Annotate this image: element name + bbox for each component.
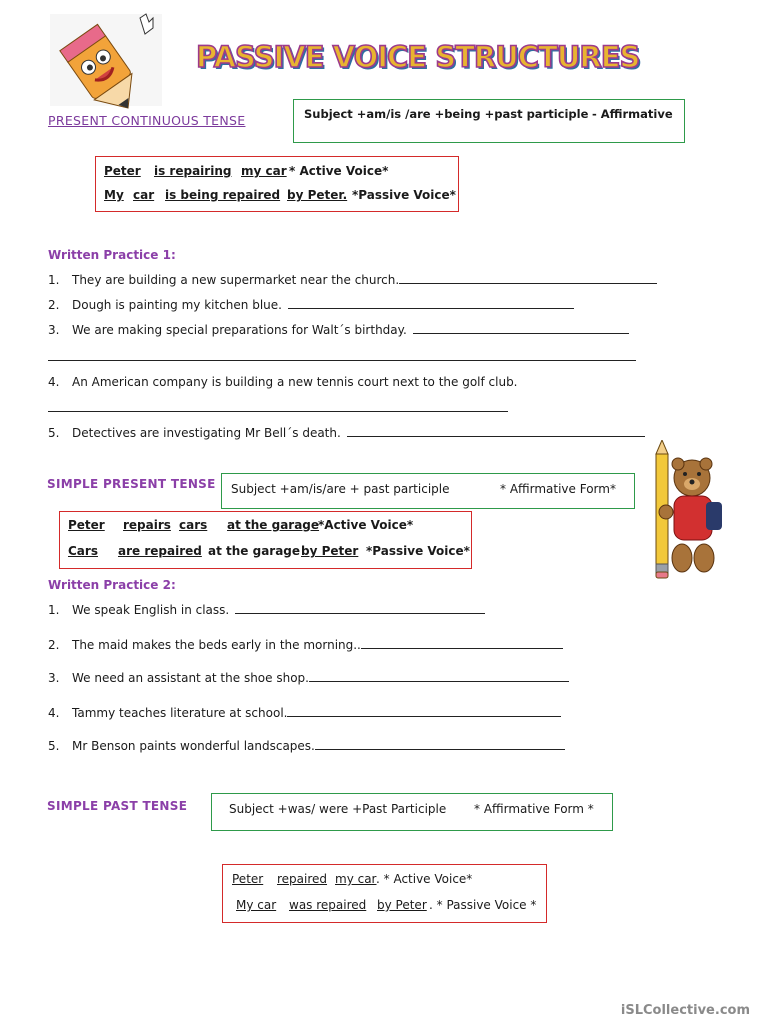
exercise-item: 4. Tammy teaches literature at school. bbox=[48, 706, 561, 720]
example-word: at the garage bbox=[227, 518, 320, 532]
example-word: was repaired bbox=[289, 898, 367, 912]
example-word: Peter bbox=[104, 164, 141, 178]
exercise-item: 2. The maid makes the beds early in the morning.. bbox=[48, 638, 563, 652]
exercise-item: 2. Dough is painting my kitchen blue. bbox=[48, 298, 574, 312]
example-word: by Peter bbox=[301, 544, 359, 558]
formula-box-present-continuous bbox=[293, 99, 685, 143]
answer-blank[interactable] bbox=[287, 706, 561, 717]
formula-note: * Affirmative Form* bbox=[500, 482, 616, 496]
answer-blank[interactable] bbox=[361, 638, 563, 649]
example-phrase: at the garage bbox=[208, 544, 301, 558]
answer-blank[interactable] bbox=[399, 273, 657, 284]
formula-box-simple-past bbox=[211, 793, 613, 831]
example-word: Peter bbox=[68, 518, 105, 532]
example-word: My bbox=[104, 188, 124, 202]
formula-note: - Affirmative bbox=[592, 107, 673, 121]
formula-note: * Affirmative Form * bbox=[474, 802, 594, 816]
answer-blank[interactable] bbox=[235, 603, 485, 614]
example-word: My car bbox=[236, 898, 277, 912]
exercise-item: 1. They are building a new supermarket near the church. bbox=[48, 273, 657, 287]
section-heading-present-continuous: PRESENT CONTINUOUS TENSE bbox=[48, 113, 246, 128]
example-word: car bbox=[133, 188, 155, 202]
example-word: Cars bbox=[68, 544, 98, 558]
example-word: is being repaired bbox=[165, 188, 281, 202]
example-word: cars bbox=[179, 518, 208, 532]
answer-blank[interactable] bbox=[315, 739, 565, 750]
example-note: *Active Voice* bbox=[318, 518, 414, 532]
exercise-item: 5. Detectives are investigating Mr Bell´s death. bbox=[48, 426, 645, 440]
example-note: . * Active Voice* bbox=[376, 872, 473, 886]
teddy-bear-pencil-icon bbox=[648, 440, 726, 580]
answer-blank[interactable] bbox=[413, 323, 629, 334]
example-box-simple-past bbox=[222, 864, 547, 923]
exercise-item: 4. An American company is building a new tennis court next to the golf club. bbox=[48, 375, 518, 389]
answer-line[interactable] bbox=[48, 360, 636, 361]
watermark: iSLCollective.com bbox=[620, 1003, 750, 1018]
exercise-item: 3. We are making special preparations for Walt´s birthday. bbox=[48, 323, 629, 337]
formula-text: Subject +was/ were +Past Participle bbox=[229, 802, 447, 816]
exercise-item: 5. Mr Benson paints wonderful landscapes. bbox=[48, 739, 565, 753]
example-note: *Passive Voice* bbox=[352, 188, 456, 202]
example-word: my car bbox=[335, 872, 377, 886]
example-word: by Peter bbox=[377, 898, 427, 912]
practice-title-1: Written Practice 1: bbox=[48, 248, 176, 262]
exercise-item: 3. We need an assistant at the shoe shop. bbox=[48, 671, 569, 685]
formula-box-simple-present bbox=[221, 473, 635, 509]
example-note: *Passive Voice* bbox=[366, 544, 470, 558]
answer-blank[interactable] bbox=[309, 671, 569, 682]
section-heading-simple-past: SIMPLE PAST TENSE bbox=[47, 799, 188, 813]
example-box-simple-present bbox=[59, 511, 472, 569]
page-title: PASSIVE VOICE STRUCTURES bbox=[196, 40, 640, 74]
example-word: are repaired bbox=[118, 544, 202, 558]
formula-text: Subject +am/is /are +being +past participle bbox=[304, 107, 589, 121]
answer-blank[interactable] bbox=[347, 426, 645, 437]
example-word: Peter bbox=[232, 872, 264, 886]
example-word: my car bbox=[241, 164, 287, 178]
example-word: by Peter. bbox=[287, 188, 348, 202]
pencil-mascot-icon bbox=[44, 10, 166, 110]
practice-title-2: Written Practice 2: bbox=[48, 578, 176, 592]
example-word: is repairing bbox=[154, 164, 232, 178]
exercise-item: 1. We speak English in class. bbox=[48, 603, 485, 617]
section-heading-simple-present: SIMPLE PRESENT TENSE bbox=[47, 477, 216, 491]
answer-blank[interactable] bbox=[288, 298, 574, 309]
example-word: repaired bbox=[277, 872, 328, 886]
example-note: * Active Voice* bbox=[289, 164, 389, 178]
example-note: . * Passive Voice * bbox=[429, 898, 537, 912]
answer-line[interactable] bbox=[48, 411, 508, 412]
example-box-present-continuous bbox=[95, 156, 459, 212]
example-word: repairs bbox=[123, 518, 171, 532]
formula-text: Subject +am/is/are + past participle bbox=[231, 482, 450, 496]
